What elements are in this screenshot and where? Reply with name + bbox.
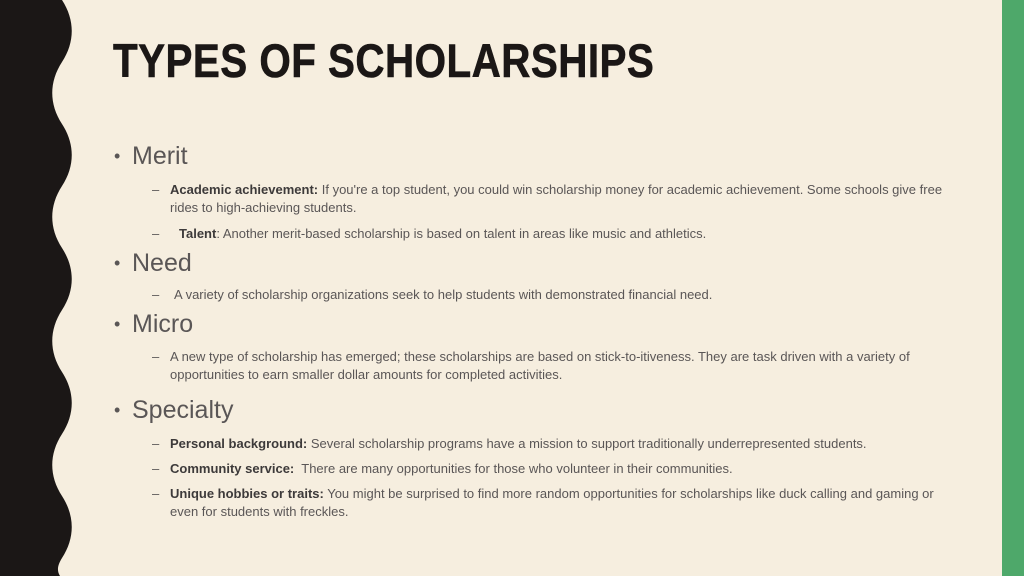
item-label: Academic achievement: (170, 182, 319, 197)
bullet-icon: • (114, 253, 121, 273)
item-text: You might be surprised to find more random opportunities for scholarships like duck calling and gaming or even for students with freckles. (170, 486, 934, 519)
item-label: Personal background: (170, 436, 308, 451)
heading-micro: • Micro (114, 310, 194, 338)
item-text: There are many opportunities for those who volunteer in their communities. (294, 461, 733, 476)
merit-item-talent (113, 225, 943, 243)
item-text: Several scholarship programs have a mission to support traditionally underrepresented students. (307, 436, 867, 451)
dash-icon: – (152, 486, 160, 501)
dash-icon: – (152, 182, 160, 197)
wave-band-decoration (0, 0, 80, 576)
micro-item (113, 348, 943, 384)
heading-merit: • Merit (114, 142, 188, 170)
bullet-icon: • (114, 146, 121, 166)
dash-icon: – (152, 287, 160, 302)
item-text: A new type of scholarship has emerged; these scholarships are based on stick-to-itiveness. They are task driven with a variety of opportunities to earn smaller dollar amounts for completed activities. (170, 349, 910, 382)
merit-item-academic (113, 181, 943, 217)
item-text: A variety of scholarship organizations seek to help students with demonstrated financial need. (174, 287, 713, 302)
item-label: Unique hobbies or traits: (170, 486, 324, 501)
heading-specialty: • Specialty (114, 396, 234, 424)
accent-bar (1000, 0, 1024, 576)
item-text: : Another merit-based scholarship is based on talent in areas like music and athletics. (216, 226, 707, 241)
heading-need: • Need (114, 249, 192, 277)
dash-icon: – (152, 349, 160, 364)
specialty-item-personal (113, 435, 943, 453)
specialty-item-community (113, 460, 943, 478)
bullet-icon: • (114, 314, 121, 334)
dash-icon: – (152, 436, 160, 451)
bullet-list (113, 140, 943, 521)
bullet-icon: • (114, 400, 121, 420)
need-item (113, 286, 943, 304)
slide-title: TYPES OF SCHOLARSHIPS (113, 34, 655, 87)
dash-icon: – (152, 461, 160, 476)
dash-icon: – (152, 226, 160, 241)
item-text: If you're a top student, you could win scholarship money for academic achievement. Some schools give free rides to high-achieving students. (170, 182, 943, 215)
specialty-item-hobbies (113, 485, 943, 521)
item-label: Community service: (170, 461, 295, 476)
item-label: Talent (179, 226, 217, 241)
